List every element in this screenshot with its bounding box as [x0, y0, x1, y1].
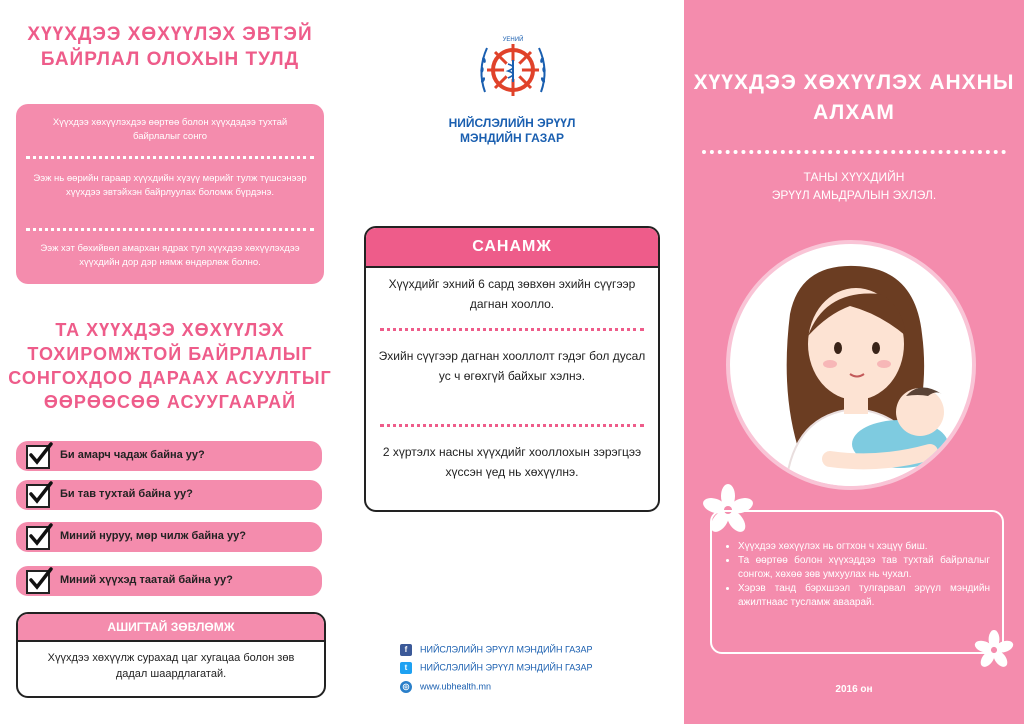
info-item: • Хүүхдээ хөхүүлэх нь огтхон ч хэцүү биш. [738, 540, 990, 554]
organization-name [340, 116, 684, 146]
website-link[interactable] [400, 681, 491, 693]
checkbox-checked-icon [26, 445, 50, 469]
globe-icon: ◎ [400, 681, 412, 693]
dotted-divider [380, 328, 644, 331]
info-item: • Хэрэв танд бэрхшээл тулгарвал эрүүл мэндийн ажилтнаас тусламж аваарай. [738, 582, 990, 610]
subtitle-line-1: ТАНЫ ХҮҮХДИЙН [803, 170, 905, 184]
year-label: 2016 он [835, 684, 873, 695]
tip-2: Ээж нь өөрийн гараар хүүхдийн хүзүү мөрийг тулж түшсэнээр хүүхдээ эвтэйхэн байрлуулах боломж бүрдэнэ. [33, 173, 307, 198]
info-box [710, 510, 1004, 654]
right-panel [684, 0, 1024, 724]
twitter-icon: t [400, 662, 412, 674]
left-heading-1: ХҮҮХДЭЭ ХӨХҮҮЛЭХ ЭВТЭЙ БАЙРЛАЛ ОЛОХЫН ТУЛД [27, 24, 313, 70]
question-text: Миний хүүхэд таатай байна уу? [60, 574, 233, 586]
left-panel [0, 0, 340, 724]
question-item [16, 522, 322, 552]
cover-subtitle [684, 168, 1024, 204]
question-item [16, 566, 322, 596]
cover-title: ХҮҮХДЭЭ ХӨХҮҮЛЭХ АНХНЫ АЛХАМ [693, 71, 1015, 124]
subtitle-line-2: ЭРҮҮЛ АМЬДРАЛЫН ЭХЛЭЛ. [771, 188, 937, 202]
dotted-divider [380, 424, 644, 427]
flower-icon [974, 630, 1014, 670]
question-text: Би тав тухтай байна уу? [60, 488, 193, 500]
question-item [16, 480, 322, 510]
dotted-divider [26, 156, 314, 159]
org-line-1: НИЙСЛЭЛИЙН ЭРҮҮЛ [448, 116, 576, 130]
info-list [712, 540, 1002, 610]
checkbox-checked-icon [26, 484, 50, 508]
facebook-text: НИЙСЛЭЛИЙН ЭРҮҮЛ МЭНДИЙН ГАЗАР [420, 644, 593, 655]
twitter-link[interactable] [400, 662, 593, 674]
reminder-item: Эхийн сүүгээр дагнан хооллолт гэдэг бол дусал ус ч өгөхгүй байхыг хэлнэ. [378, 349, 646, 383]
middle-panel [340, 0, 684, 724]
reminder-box [364, 226, 660, 512]
twitter-text: НИЙСЛЭЛИЙН ЭРҮҮЛ МЭНДИЙН ГАЗАР [420, 662, 593, 673]
question-text: Би амарч чадаж байна уу? [60, 449, 205, 461]
website-text: www.ubhealth.mn [420, 681, 492, 692]
question-text: Миний нуруу, мөр чилж байна уу? [60, 530, 246, 542]
breastfeeding-illustration-icon [730, 244, 976, 490]
ministry-logo-icon [475, 32, 551, 108]
tip-3: Ээж хэт бөхийвөл амархан ядрах тул хүүхдээ хөхүүлэхдээ хүүхдийн дор дэр нямж өндөрлөж болно. [40, 243, 300, 268]
advice-text: Хүүхдээ хөхүүлж сурахад цаг хугацаа болон зөв дадал шаардлагатай. [47, 652, 295, 680]
dotted-divider [702, 150, 1006, 154]
org-line-2: МЭНДИЙН ГАЗАР [460, 131, 564, 145]
advice-title: АШИГТАЙ ЗӨВЛӨМЖ [18, 614, 324, 642]
checkbox-checked-icon [26, 526, 50, 550]
tips-box [16, 104, 324, 284]
facebook-link[interactable] [400, 644, 593, 656]
checkbox-checked-icon [26, 570, 50, 594]
info-item: • Та өөртөө болон хүүхэддээ тав тухтай байрлалыг сонгож, хөхөө зөв умхуулах нь чухал. [738, 554, 990, 582]
dotted-divider [26, 228, 314, 231]
reminder-title: САНАМЖ [366, 228, 658, 268]
reminder-item: 2 хүртэлх насны хүүхдийг хооллохын зэрэгцээ хүссэн үед нь хөхүүлнэ. [382, 445, 642, 479]
mother-baby-illustration [726, 240, 976, 490]
left-heading-2: ТА ХҮҮХДЭЭ ХӨХҮҮЛЭХ ТОХИРОМЖТОЙ БАЙРЛАЛЫГ СОНГОХДОО ДАРААХ АСУУЛТЫГ ӨӨРӨӨСӨӨ АСУУГААРАЙ [8, 320, 332, 412]
reminder-item: Хүүхдийг эхний 6 сард зөвхөн эхийн сүүгээр дагнан хооллo. [388, 277, 636, 311]
logo-text: УЕНИЙ [502, 37, 524, 43]
tip-1: Хүүхдээ хөхүүлэхдээ өөртөө болон хүүхдэдээ тухтай байрлалыг сонго [52, 117, 288, 142]
question-item [16, 441, 322, 471]
advice-box [16, 612, 326, 698]
facebook-icon: f [400, 644, 412, 656]
